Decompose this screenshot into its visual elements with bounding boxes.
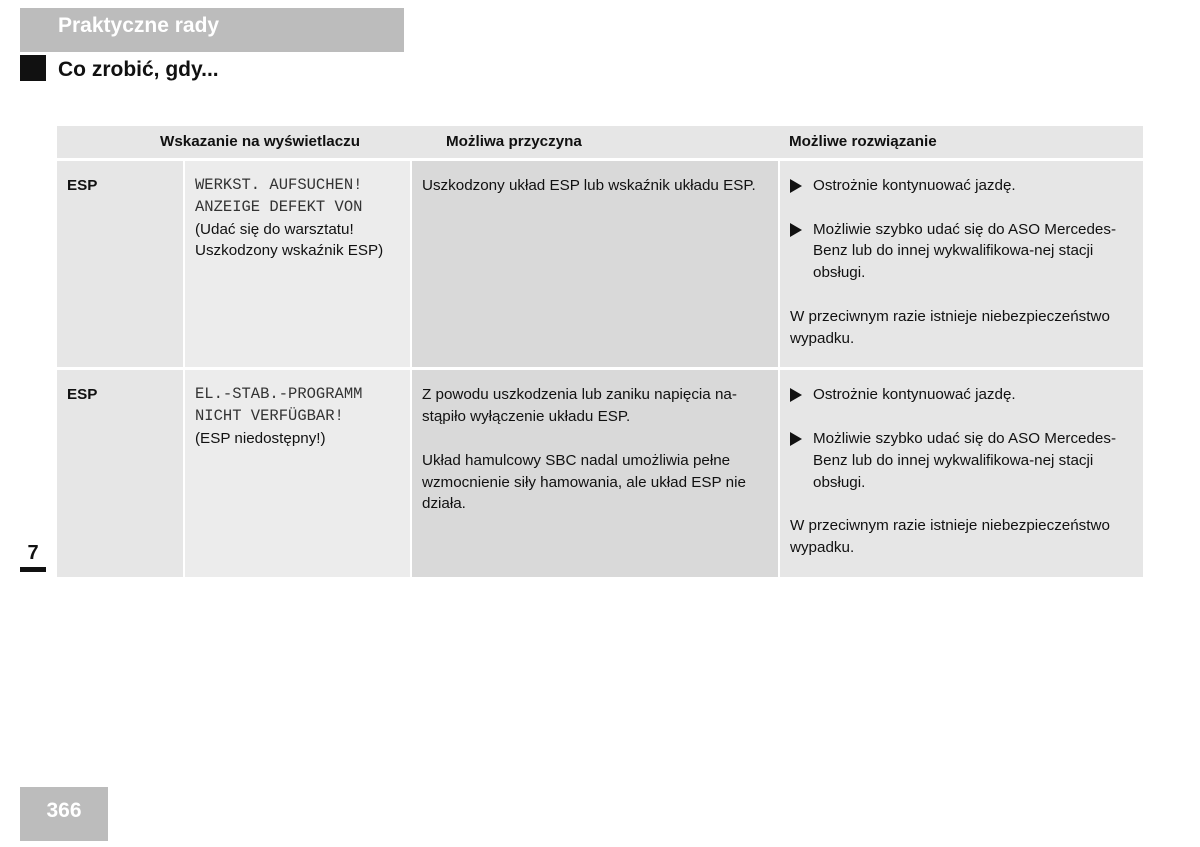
display-message-cell [184, 160, 411, 369]
page-number: 366 [20, 787, 108, 841]
arrow-bullet-icon [790, 432, 802, 446]
display-message-cell [184, 369, 411, 577]
cause-text: Z powodu uszkodzenia lub zaniku napięcia na-stąpiło wyłączenie układu ESP. [422, 386, 737, 426]
page-subtitle: Co zrobić, gdy... [58, 58, 219, 81]
column-header-solution: Możliwe rozwiązanie [779, 126, 1143, 160]
troubleshooting-table [57, 126, 1143, 577]
subtitle-marker-square [20, 55, 46, 81]
cause-text: Uszkodzony układ ESP lub wskaźnik układu ESP. [422, 177, 756, 194]
table-row [57, 369, 1143, 577]
display-message-line: NICHT VERFÜGBAR! [195, 407, 344, 426]
cause-cell [411, 369, 779, 577]
arrow-bullet-icon [790, 179, 802, 193]
solution-step [790, 428, 1133, 493]
section-header [20, 8, 404, 52]
arrow-bullet-icon [790, 223, 802, 237]
solution-step-text: Ostrożnie kontynuować jazdę. [813, 386, 1016, 404]
column-header-cause: Możliwa przyczyna [411, 126, 779, 160]
solution-step [790, 219, 1133, 284]
display-message-translation: (Udać się do warsztatu! Uszkodzony wskaźnik ESP) [195, 220, 384, 260]
display-message-line: EL.-STAB.-PROGRAMM [195, 385, 363, 404]
column-header-display: Wskazanie na wyświetlaczu [57, 126, 411, 160]
solution-step-text: Możliwie szybko udać się do ASO Mercedes-Benz lub do innej wykwalifikowa-nej stacji obsługi. [813, 220, 1117, 282]
cause-text: Układ hamulcowy SBC nadal umożliwia pełne wzmocnienie siły hamowania, ale układ ESP nie działa. [422, 451, 746, 513]
solution-warning-note: W przeciwnym razie istnieje niebezpieczeństwo wypadku. [790, 517, 1110, 556]
table-row [57, 160, 1143, 369]
solution-step [790, 384, 1133, 406]
table-header-row [57, 126, 1143, 160]
display-message-line: ANZEIGE DEFEKT VON [195, 197, 363, 216]
solution-cell [779, 369, 1143, 577]
solution-step-text: Ostrożnie kontynuować jazdę. [813, 177, 1016, 194]
solution-step [790, 175, 1133, 197]
solution-step-text: Możliwie szybko udać się do ASO Mercedes-Benz lub do innej wykwalifikowa-nej stacji obsługi. [813, 429, 1117, 491]
solution-cell [779, 160, 1143, 369]
indicator-cell: ESP [57, 369, 184, 577]
chapter-marker: 7 [20, 538, 46, 572]
section-title: Praktyczne rady [58, 14, 220, 37]
arrow-bullet-icon [790, 388, 802, 402]
display-message-translation: (ESP niedostępny!) [195, 429, 326, 447]
cause-cell [411, 160, 779, 369]
display-message-line: WERKST. AUFSUCHEN! [195, 176, 363, 194]
solution-warning-note: W przeciwnym razie istnieje niebezpieczeństwo wypadku. [790, 307, 1110, 347]
indicator-cell: ESP [57, 160, 184, 369]
